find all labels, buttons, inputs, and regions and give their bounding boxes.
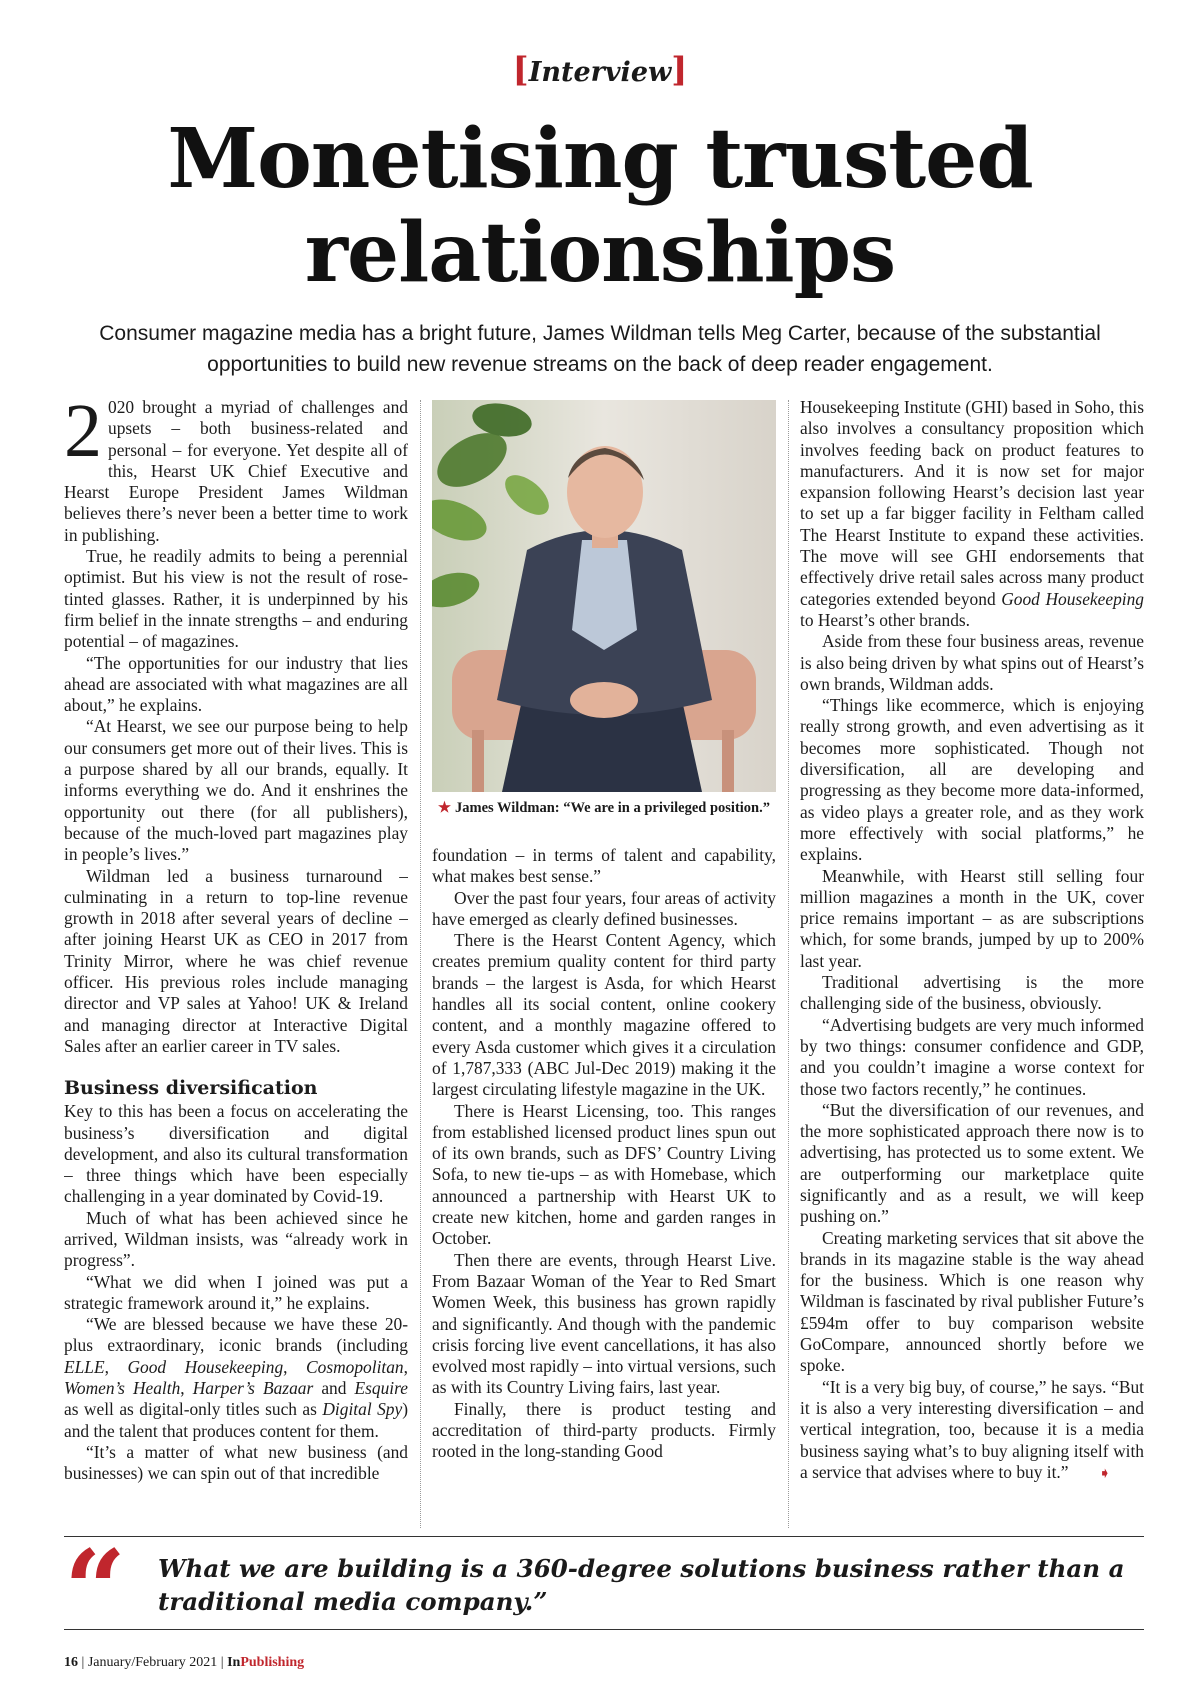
brand-name: Good Housekeeping [1001,588,1144,609]
standfirst: Consumer magazine media has a bright future, James Wildman tells Meg Carter, because of the substantial opportunities to build new revenue streams on the back of deep reader engagement. [99,322,1101,376]
kicker-label: Interview [528,57,672,88]
paragraph: “At Hearst, we see our purpose being to help our consumers get more out of their lives. This is a purpose shared by all our brands, equally. It informs everything we do. And it enshrines the opportunity out there (for all publishers), because of the much-loved part magazines play in people’s lives.” [64,716,408,865]
text-run: , [180,1378,193,1399]
text-run: ) and the talent that produces content for them. [64,1399,408,1441]
paragraph: “What we did when I joined was put a strategic framework around it,” he explains. [64,1271,408,1313]
text-run: , [403,1356,408,1377]
portrait-photo [432,400,776,792]
pull-quote-text: What we are building is a 360-degree solutions business rather than a traditional media company.” [158,1554,1125,1616]
paragraph: Key to this has been a focus on accelerating the business’s diversification and digital development, and also its cultural transformation – three things which have been especially challenging in a year dominated by Covid-19. [64,1101,408,1207]
paragraph: Much of what has been achieved since he arrived, Wildman insists, was “already work in progress”. [64,1207,408,1271]
text-run: as well as digital-only titles such as [64,1399,323,1420]
caption-text: James Wildman: “We are in a privileged position.” [455,800,770,816]
photo-caption [432,800,776,817]
brand-name: Women’s Health [64,1378,181,1399]
paragraph: Finally, there is product testing and accreditation of third-party products. Firmly rooted in the long-standing Good [432,1398,776,1462]
text-run: “It is a very big buy, of course,” he says. “But it is also a very interesting diversification – and vertical integration, too, because it is a media business saying what’s to buy aligning itself with a service that advises where to buy it.” [800,1376,1144,1482]
kicker-bracket-open: [ [512,50,529,90]
paragraph: Aside from these four business areas, revenue is also being driven by what spins out of Hearst’s own brands, Wildman adds. [800,631,1144,694]
headline-line-1: Monetising trusted [167,111,1033,207]
paragraph: “Advertising budgets are very much informed by two things: consumer confidence and GDP, and you couldn’t imagine a worse context for those two factors recently,” he continues. [800,1014,1144,1099]
brand-name: Harper’s Bazaar [192,1378,314,1399]
paragraph [64,1314,408,1442]
paragraph [64,397,408,546]
publication-name-part: Publishing [240,1655,305,1670]
paragraph [800,397,1144,631]
paragraph: Then there are events, through Hearst Live. From Bazaar Woman of the Year to Red Smart Women Week, this business has grown rapidly and significantly. And though with the pandemic crisis forcing live event cancellations, it has also evolved most rapidly – into virtual versions, such as with its Country Living fairs, last year. [432,1249,776,1398]
page-number: 16 [64,1655,78,1670]
paragraph: Over the past four years, four areas of activity have emerged as clearly defined businesses. [432,887,776,929]
brand-name: Digital Spy [322,1399,403,1420]
paragraph-text: 020 brought a myriad of challenges and upsets – both business-related and personal – for everyone. Yet despite all of this, Hearst UK Chief Executive and Hearst Europe President James Wildman believes there’s never been a better time to work in publishing. [64,397,408,545]
paragraph: True, he readily admits to being a perennial optimist. But his view is not the result of rose-tinted glasses. Rather, it is underpinned by his firm belief in the innate strengths – and enduring potential – of magazines. [64,546,408,652]
footer-separator: | [78,1655,88,1670]
paragraph: “The opportunities for our industry that lies ahead are associated with what magazines are all about,” he explains. [64,652,408,716]
paragraph: Wildman led a business turnaround – culminating in a return to top-line revenue growth in 2018 after several years of decline – after joining Hearst UK as CEO in 2017 from Trinity Mirror, where he was chief revenue officer. His previous roles include managing director and VP sales at Yahoo! UK & Ireland and managing director at Interactive Digital Sales after an earlier career in TV sales. [64,865,408,1056]
paragraph: Meanwhile, with Hearst still selling four million magazines a month in the UK, cover price remains important – as are subscriptions which, for some brands, jumped by up to 200% last year. [800,865,1144,971]
kicker-bracket-close: ] [671,50,688,90]
brand-name: Good Housekeeping [127,1356,284,1377]
paragraph: Traditional advertising is the more challenging side of the business, obviously. [800,972,1144,1014]
pullquote-bottom-rule [64,1629,1144,1630]
text-run: and [313,1378,355,1399]
paragraph: Creating marketing services that sit above the brands in its magazine stable is the way ahead for the business. Which is one reason why Wildman is fascinated by rival publisher Future’s £594m offer to buy comparison website GoCompare, announced shortly before we spoke. [800,1227,1144,1376]
publication-name-part: In [227,1655,241,1670]
footer-separator: | [217,1655,228,1670]
section-kicker [0,50,1200,90]
drop-cap: 2 [64,397,102,473]
issue-date: January/February 2021 [87,1655,218,1670]
paragraph: “Things like ecommerce, which is enjoying really strong growth, and even advertising as it becomes more sophisticated. Though not diversification, all are developing and progressing as they become more data-informed, as video plays a greater role, and as they work more effectively with social platforms,” he explains. [800,695,1144,865]
quote-mark-icon: “ [64,1527,127,1653]
article-column-3 [800,397,1144,1527]
text-run: , [104,1356,128,1377]
paragraph: There is Hearst Licensing, too. This ranges from established licensed product lines spun out of its own brands, such as DFS’ Country Living Sofa, to new tie-ups – as with Homebase, which announced a partnership with Hearst UK to create new kitchen, home and garden ranges in October. [432,1100,776,1249]
article-column-2 [432,845,776,1530]
text-run: to Hearst’s other brands. [800,609,970,630]
brand-name: Esquire [354,1378,408,1399]
page-footer [64,1655,304,1671]
portrait-illustration [432,400,776,792]
paragraph: foundation – in terms of talent and capability, what makes best sense.” [432,845,776,887]
text-run: Housekeeping Institute (GHI) based in Soho, this also involves a consultancy proposition which involves feeding back on product features to manufacturers. And it is now set for major expansion following Hearst’s decision last year to set up a far bigger facility in Feltham called The Hearst Institute to expand these activities. The move will see GHI endorsements that effectively drive retail sales across many product categories extended beyond [800,397,1144,609]
brand-name: ELLE [64,1356,105,1377]
paragraph: “It’s a matter of what new business (and businesses) we can spin out of that incredible [64,1441,408,1484]
article-column-1 [64,397,408,1527]
article-headline [0,112,1200,300]
text-run: “We are blessed because we have these 20-plus extraordinary, iconic brands (including [64,1314,408,1356]
text-run: , [283,1356,307,1377]
paragraph: “But the diversification of our revenues, and the more sophisticated approach there now is to advertising, has protected us to some extent. We are outperforming our marketplace quite significantly and as a result, we will keep pushing on.” [800,1099,1144,1227]
pull-quote [64,1527,1144,1653]
publication-name [227,1655,304,1670]
paragraph [800,1377,1144,1485]
end-mark-icon: ➧ [1098,1465,1112,1482]
column-divider [420,400,421,1528]
brand-name: Cosmopolitan [306,1356,404,1377]
pullquote-top-rule [64,1536,1144,1537]
headline-line-2: relationships [304,205,896,301]
column-divider [788,400,789,1528]
paragraph: There is the Hearst Content Agency, which creates premium quality content for third party brands – the largest is Asda, for which Hearst handles all its social content, online cookery content, and a monthly magazine offered to every Asda customer which gives it a circulation of 1,787,333 (ABC Jul-Dec 2019) making it the largest circulating lifestyle magazine in the UK. [432,930,776,1100]
star-icon: ★ [438,800,451,816]
subheading: Business diversification [64,1077,318,1100]
